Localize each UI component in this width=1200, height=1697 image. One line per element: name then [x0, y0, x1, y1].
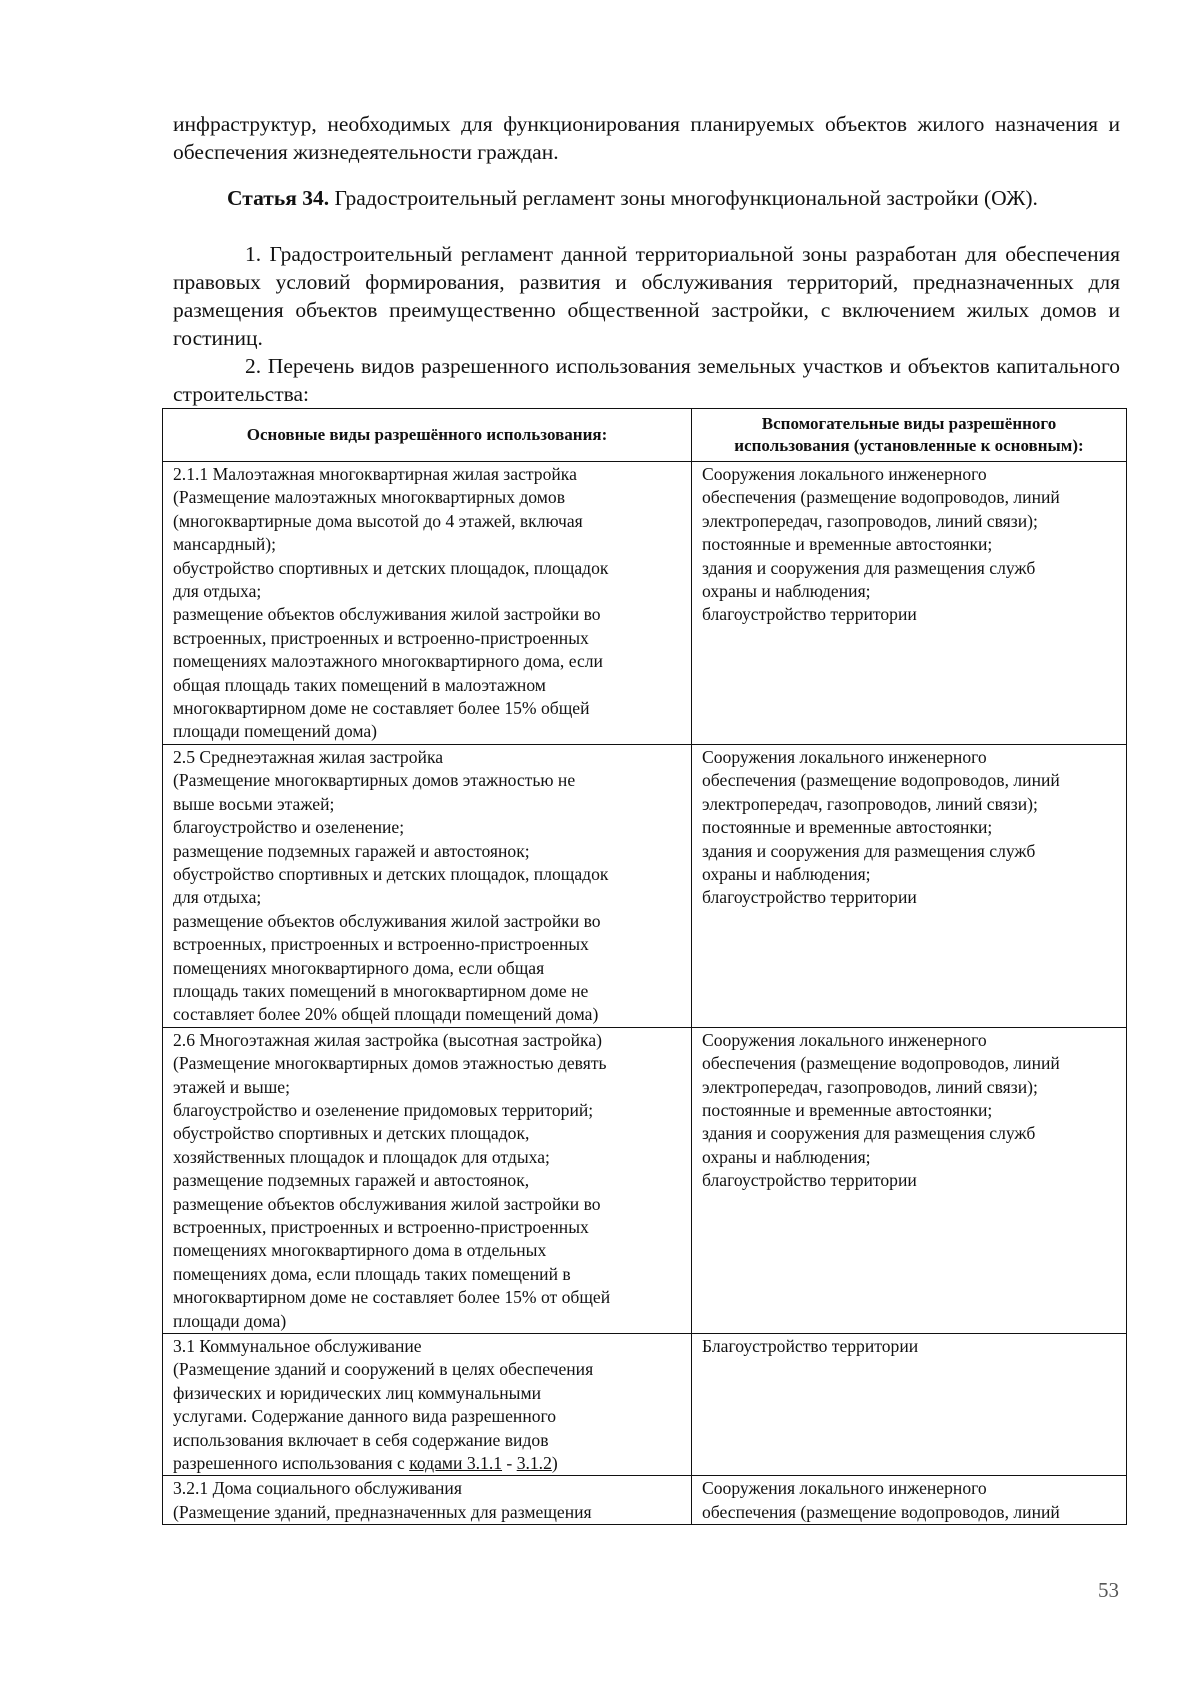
cell-line: благоустройство и озеленение придомовых территорий;	[173, 1099, 594, 1120]
cell-line: 2.5 Среднеэтажная жилая застройка	[173, 746, 444, 767]
cell-line: обеспечения (размещение водопроводов, линий	[702, 770, 1060, 791]
cell-line: размещение объектов обслуживания жилой застройки во	[173, 604, 601, 625]
cell-line	[173, 1452, 685, 1475]
aux-use-cell	[692, 1027, 1127, 1333]
cell-line: Сооружения локального инженерного	[702, 1029, 987, 1050]
table-header-row	[163, 409, 1127, 462]
header-aux-line: Вспомогательные виды разрешённого	[761, 414, 1057, 433]
cell-line: здания и сооружения для размещения служб	[702, 557, 1036, 578]
cell-line: хозяйственных площадок и площадок для отдыха;	[173, 1146, 550, 1167]
cell-line: обеспечения (размещение водопроводов, линий	[702, 1053, 1060, 1074]
cell-line: 2.1.1 Малоэтажная многоквартирная жилая застройка	[173, 464, 577, 484]
cell-text: -	[502, 1453, 517, 1474]
cell-line: этажей и выше;	[173, 1076, 290, 1097]
cell-line: площади помещений дома)	[173, 721, 378, 742]
cell-line: электропередач, газопроводов, линий связи);	[702, 1076, 1038, 1097]
article-label: Статья 34.	[227, 186, 330, 210]
header-main-uses: Основные виды разрешённого использования:	[163, 409, 692, 462]
cell-line: обустройство спортивных и детских площадок, площадок	[173, 863, 609, 884]
cell-text: разрешенного использования с	[173, 1453, 410, 1474]
cell-line: Сооружения локального инженерного	[702, 464, 987, 484]
cell-line: Сооружения локального инженерного	[702, 746, 987, 767]
table-row	[163, 1027, 1127, 1333]
page-number: 53	[1098, 1578, 1119, 1602]
cell-line: для отдыха;	[173, 887, 262, 908]
main-use-cell	[163, 744, 692, 1027]
cell-line: мансардный);	[173, 534, 276, 555]
cell-line: площади дома)	[173, 1310, 287, 1331]
cell-line: встроенных, пристроенных и встроенно-пристроенных	[173, 1217, 589, 1237]
cell-line: (Размещение зданий, предназначенных для размещения	[173, 1501, 592, 1522]
cell-line: благоустройство и озеленение;	[173, 817, 405, 838]
cell-line: для отдыха;	[173, 581, 262, 602]
cell-line: постоянные и временные автостоянки;	[702, 1099, 993, 1120]
cell-line: (многоквартирные дома высотой до 4 этажей, включая	[173, 510, 583, 531]
cell-line: здания и сооружения для размещения служб	[702, 1123, 1036, 1144]
code-link-3-1-1[interactable]: кодами 3.1.1	[409, 1453, 503, 1474]
main-use-cell	[163, 462, 692, 745]
paragraph-1: 1. Градостроительный регламент данной территориальной зоны разработан для обеспечения правовых условий формирования, развития и обслуживания территорий, предназначенных для размещения объектов преимущественно общественной застройки, с включением жилых домов и гостиниц.	[173, 242, 1120, 350]
cell-line: площадь таких помещений в многоквартирном доме не	[173, 980, 589, 1001]
cell-line: постоянные и временные автостоянки;	[702, 534, 993, 555]
cell-line: размещение объектов обслуживания жилой застройки во	[173, 1193, 601, 1214]
cell-line: обустройство спортивных и детских площадок, площадок	[173, 557, 609, 578]
cell-line: благоустройство территории	[702, 604, 917, 625]
cell-line: (Размещение многоквартирных домов этажностью не	[173, 770, 576, 791]
cell-line: помещениях многоквартирного дома в отдельных	[173, 1240, 547, 1261]
cell-line: охраны и наблюдения;	[702, 863, 871, 884]
cell-line: Сооружения локального инженерного	[702, 1478, 987, 1499]
cell-line: размещение объектов обслуживания жилой застройки во	[173, 910, 601, 931]
permitted-use-table	[162, 408, 1127, 1525]
header-aux-line: использования (установленные к основным):	[734, 436, 1084, 455]
paragraph-2: 2. Перечень видов разрешенного использования земельных участков и объектов капитального строительства:	[173, 354, 1120, 406]
cell-line: электропередач, газопроводов, линий связи);	[702, 793, 1038, 814]
cell-line: многоквартирном доме не составляет более 15% от общей	[173, 1287, 611, 1308]
cell-text: )	[551, 1453, 558, 1474]
header-aux-uses	[692, 409, 1127, 462]
cell-line: использования включает в себя содержание видов	[173, 1429, 549, 1450]
cell-line: охраны и наблюдения;	[702, 1146, 871, 1167]
cell-line: охраны и наблюдения;	[702, 581, 871, 602]
cell-line: обустройство спортивных и детских площадок,	[173, 1123, 530, 1144]
cell-line: помещениях малоэтажного многоквартирного дома, если	[173, 651, 603, 672]
cell-line: размещение подземных гаражей и автостоянок,	[173, 1170, 530, 1191]
cell-line: 3.2.1 Дома социального обслуживания	[173, 1478, 462, 1499]
article-heading	[173, 184, 1120, 212]
cell-line: встроенных, пристроенных и встроенно-пристроенных	[173, 627, 589, 648]
cell-line: 3.1 Коммунальное обслуживание	[173, 1336, 422, 1357]
cell-line: помещениях дома, если площадь таких помещений в	[173, 1263, 571, 1284]
cell-line: физических и юридических лиц коммунальными	[173, 1382, 541, 1403]
cell-line: 2.6 Многоэтажная жилая застройка (высотная застройка)	[173, 1029, 602, 1050]
cell-line: благоустройство территории	[702, 1170, 917, 1191]
aux-use-cell	[692, 462, 1127, 745]
cell-line: выше восьми этажей;	[173, 793, 335, 814]
cell-line: обеспечения (размещение водопроводов, линий	[702, 487, 1060, 508]
aux-use-cell	[692, 744, 1127, 1027]
table-row	[163, 1476, 1127, 1525]
cell-line: размещение подземных гаражей и автостоянок;	[173, 840, 530, 861]
cell-line: (Размещение малоэтажных многоквартирных домов	[173, 487, 566, 508]
cell-line: Благоустройство территории	[702, 1336, 919, 1357]
cell-line: (Размещение многоквартирных домов этажностью девять	[173, 1053, 607, 1074]
table-row	[163, 462, 1127, 745]
intro-paragraph: инфраструктур, необходимых для функционирования планируемых объектов жилого назначения и обеспечения жизнедеятельности граждан.	[173, 112, 1120, 164]
cell-line: электропередач, газопроводов, линий связи);	[702, 510, 1038, 531]
main-use-cell	[163, 1027, 692, 1333]
document-page	[173, 110, 1120, 1525]
cell-line: общая площадь таких помещений в малоэтажном	[173, 674, 546, 695]
aux-use-cell	[692, 1334, 1127, 1476]
table-row	[163, 744, 1127, 1027]
main-use-cell	[163, 1476, 692, 1525]
cell-line: многоквартирном доме не составляет более 15% общей	[173, 698, 590, 719]
cell-line: (Размещение зданий и сооружений в целях обеспечения	[173, 1359, 594, 1380]
table-row	[163, 1334, 1127, 1476]
cell-line: помещениях многоквартирного дома, если общая	[173, 957, 545, 978]
article-title: Градостроительный регламент зоны многофункциональной застройки (ОЖ).	[329, 186, 1038, 210]
main-use-cell	[163, 1334, 692, 1476]
cell-line: благоустройство территории	[702, 887, 917, 908]
cell-line: составляет более 20% общей площади помещений дома)	[173, 1004, 599, 1025]
code-link-3-1-2[interactable]: 3.1.2	[516, 1453, 552, 1474]
cell-line: обеспечения (размещение водопроводов, линий	[702, 1501, 1060, 1522]
cell-line: постоянные и временные автостоянки;	[702, 817, 993, 838]
cell-line: услугами. Содержание данного вида разрешенного	[173, 1406, 557, 1427]
aux-use-cell	[692, 1476, 1127, 1525]
cell-line: здания и сооружения для размещения служб	[702, 840, 1036, 861]
table-body	[163, 462, 1127, 1525]
cell-line: встроенных, пристроенных и встроенно-пристроенных	[173, 934, 589, 955]
